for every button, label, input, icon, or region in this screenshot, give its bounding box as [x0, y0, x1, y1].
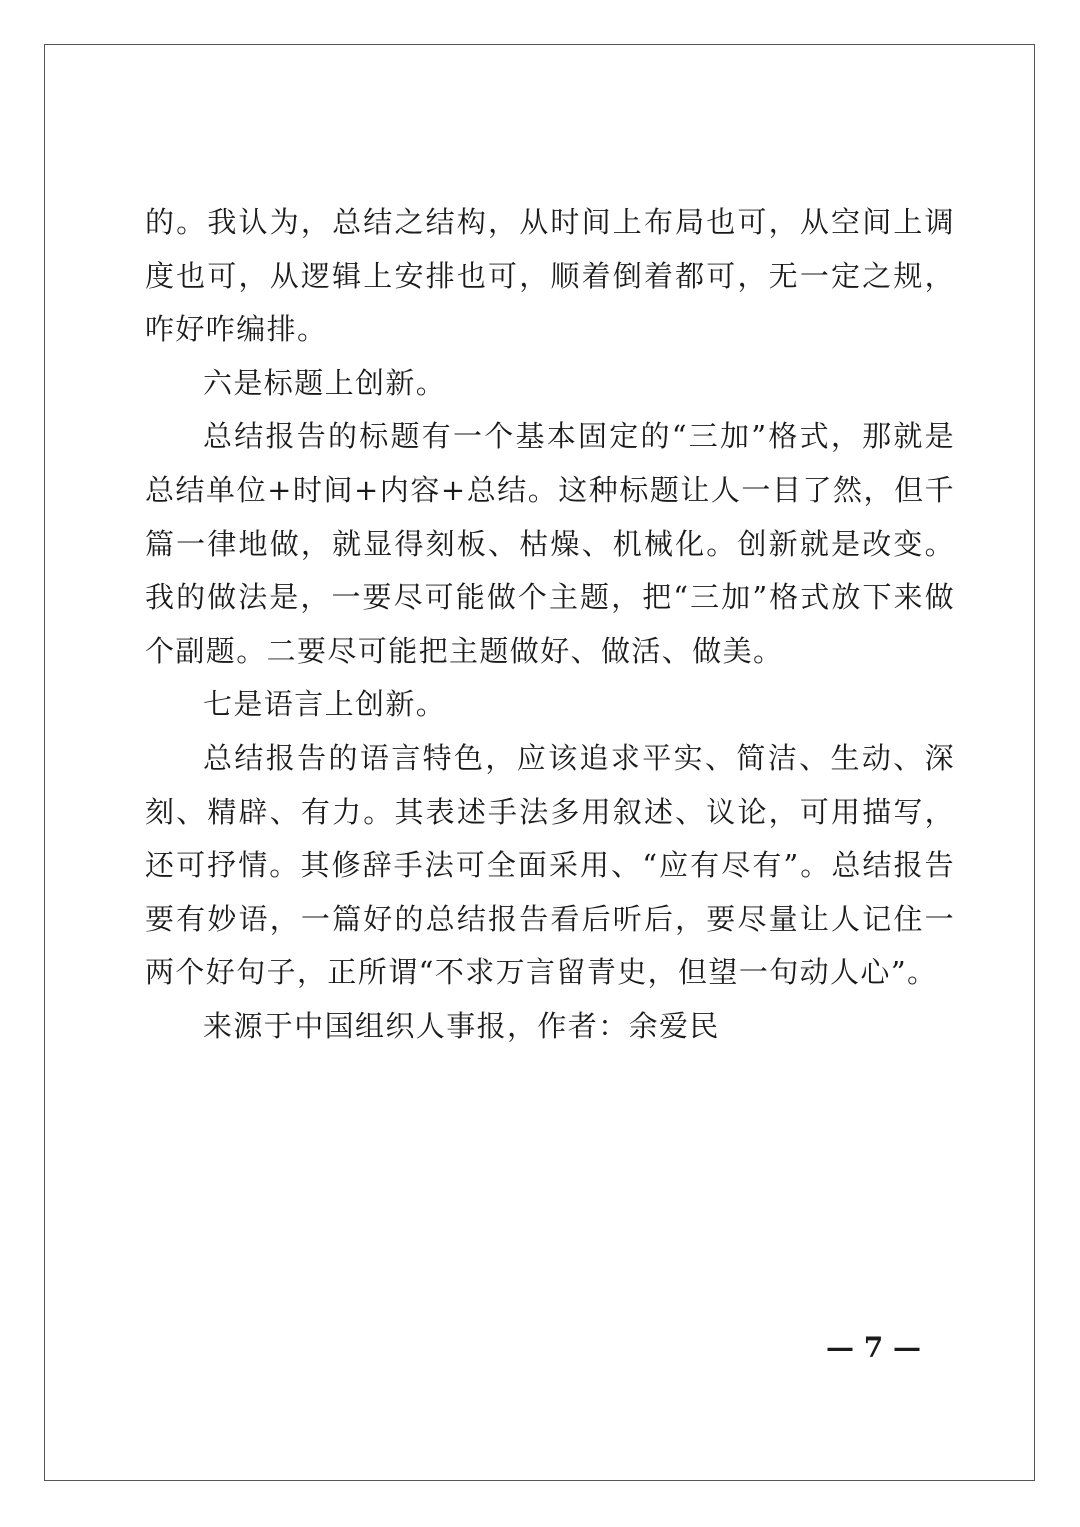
body-text: [145, 196, 955, 1054]
paragraph: 总结报告的标题有一个基本固定的“三加”格式，那就是总结单位+时间+内容+总结。这种标题让人一目了然，但千篇一律地做，就显得刻板、枯燥、机械化。创新就是改变。我的做法是，一要尽可能做个主题，把“三加”格式放下来做个副题。二要尽可能把主题做好、做活、做美。: [145, 419, 955, 668]
paragraph: 总结报告的语言特色，应该追求平实、简洁、生动、深刻、精辟、有力。其表述手法多用叙述、议论，可用描写，还可抒情。其修辞手法可全面采用、“应有尽有”。总结报告要有妙语，一篇好的总结报告看后听后，要尽量让人记住一两个好句子，正所谓“不求万言留青史，但望一句动人心”。: [145, 740, 955, 990]
paragraph: 的。我认为，总结之结构，从时间上布局也可，从空间上调度也可，从逻辑上安排也可，顺着倒着都可，无一定之规，咋好咋编排。: [145, 205, 955, 347]
section-heading: 七是语言上创新。: [203, 687, 447, 722]
section-heading: 六是标题上创新。: [203, 365, 447, 400]
page-number: — 7 —: [826, 1331, 921, 1364]
source-attribution: 来源于中国组织人事报，作者：余爱民: [203, 1008, 720, 1043]
